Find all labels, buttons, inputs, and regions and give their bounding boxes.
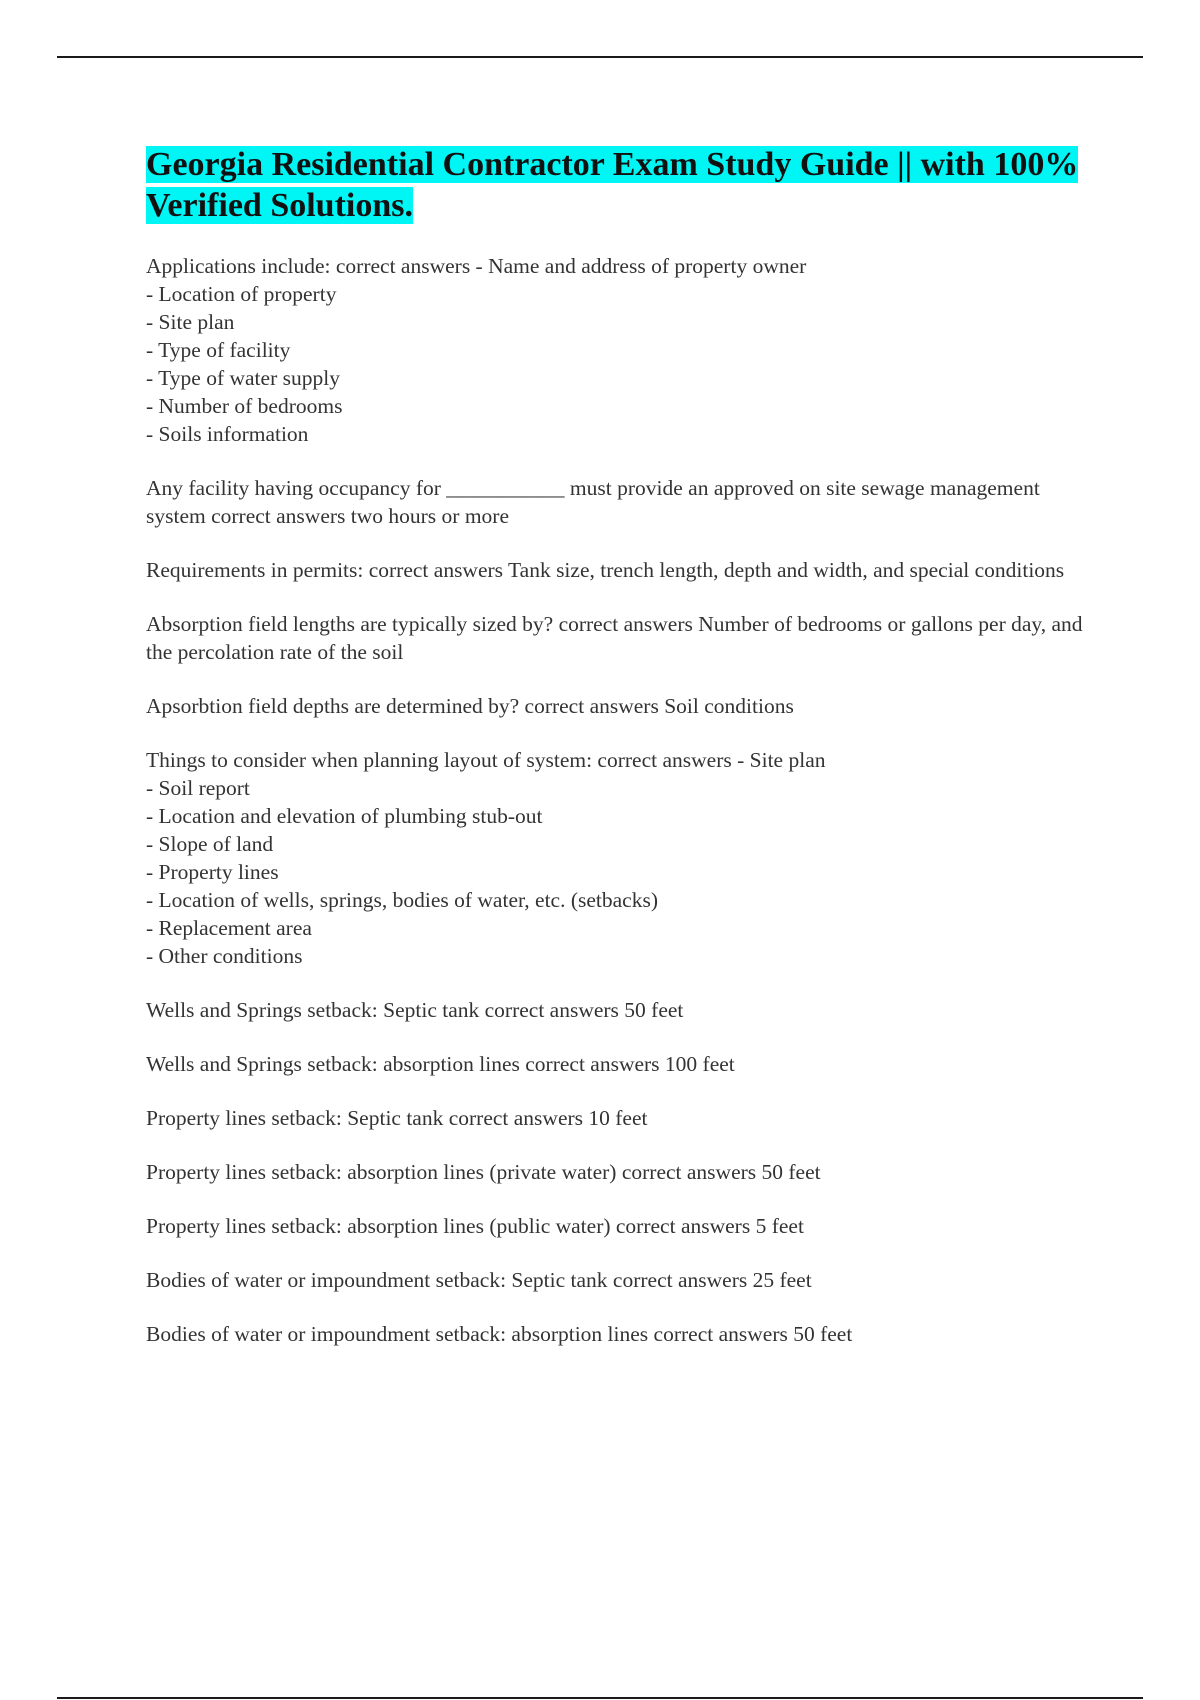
qa-entry [146,1050,1086,1078]
qa-line: Apsorbtion field depths are determined by? correct answers Soil conditions [146,694,794,718]
qa-line: Applications include: correct answers - Name and address of property owner [146,254,807,278]
title-highlight: Georgia Residential Contractor Exam Study Guide || with 100% Verified Solutions. [146,146,1079,224]
qa-line: Any facility having occupancy for ___________ must provide an approved on site sewage management system correct answers two hours or more [146,476,1040,528]
qa-entry [146,252,1086,448]
qa-line: Property lines setback: absorption lines (public water) correct answers 5 feet [146,1214,804,1238]
qa-entry [146,474,1086,530]
qa-line: Property lines setback: absorption lines (private water) correct answers 50 feet [146,1160,821,1184]
qa-line: Things to consider when planning layout of system: correct answers - Site plan [146,748,826,772]
qa-entry [146,1158,1086,1186]
qa-line: - Soils information [146,422,309,446]
qa-line: - Site plan [146,310,235,334]
qa-line: - Location and elevation of plumbing stub-out [146,804,543,828]
qa-list [146,252,1086,1348]
qa-line: - Location of wells, springs, bodies of water, etc. (setbacks) [146,888,659,912]
qa-entry [146,1320,1086,1348]
qa-line: - Type of facility [146,338,291,362]
qa-line: Bodies of water or impoundment setback: Septic tank correct answers 25 feet [146,1268,812,1292]
qa-line: - Location of property [146,282,337,306]
qa-line: Requirements in permits: correct answers Tank size, trench length, depth and width, and special conditions [146,558,1065,582]
qa-line: - Soil report [146,776,250,800]
qa-entry [146,1104,1086,1132]
qa-line: - Replacement area [146,916,312,940]
qa-line: Wells and Springs setback: absorption lines correct answers 100 feet [146,1052,735,1076]
qa-entry [146,1266,1086,1294]
qa-line: - Number of bedrooms [146,394,343,418]
qa-entry [146,556,1086,584]
qa-line: Absorption field lengths are typically sized by? correct answers Number of bedrooms or gallons per day, and the percolation rate of the soil [146,612,1083,664]
qa-line: - Type of water supply [146,366,340,390]
qa-entry [146,692,1086,720]
document-title [146,144,1086,226]
qa-line: Wells and Springs setback: Septic tank correct answers 50 feet [146,998,684,1022]
qa-entry [146,746,1086,970]
header-rule [57,56,1143,58]
qa-line: Bodies of water or impoundment setback: absorption lines correct answers 50 feet [146,1322,853,1346]
qa-line: - Property lines [146,860,279,884]
qa-line: Property lines setback: Septic tank correct answers 10 feet [146,1106,648,1130]
document-body [146,144,1086,1374]
footer-rule [57,1697,1143,1699]
qa-line: - Slope of land [146,832,274,856]
qa-entry [146,610,1086,666]
qa-line: - Other conditions [146,944,303,968]
qa-entry [146,1212,1086,1240]
qa-entry [146,996,1086,1024]
